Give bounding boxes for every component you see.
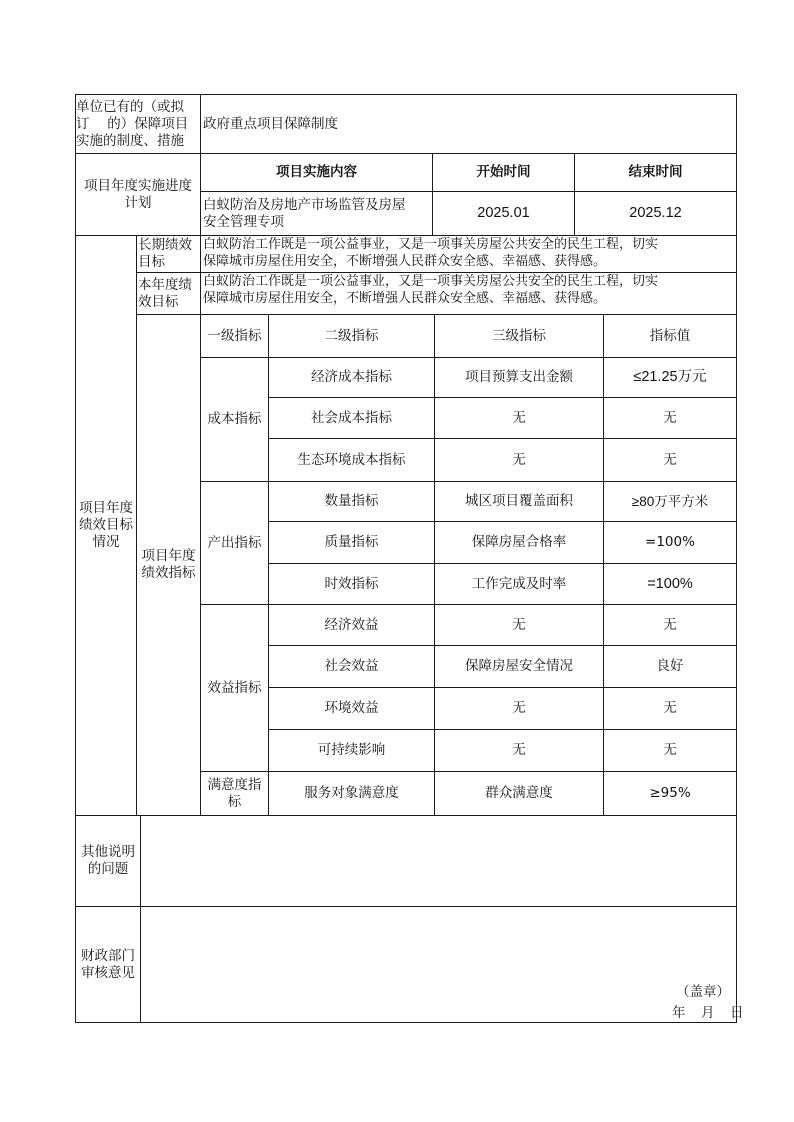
indicator-value: ≥80万平方米 xyxy=(631,494,709,509)
finance-date: 年 月 日 xyxy=(672,1005,745,1021)
indicator-third: 无 xyxy=(512,409,526,426)
indicator-third: 城区项目覆盖面积 xyxy=(465,493,573,509)
rule xyxy=(736,94,737,1023)
measures-label-line: 实施的制度、措施 xyxy=(76,132,184,149)
indicator-value: ≤21.25万元 xyxy=(633,369,707,385)
annual-goal-line: 白蚁防治工作既是一项公益事业，又是一项事关房屋公共安全的民生工程，切实 xyxy=(203,274,659,289)
annual-goal-label-line: 效目标 xyxy=(138,293,179,310)
long-term-goal-line: 保障城市房屋住用安全，不断增强人民群众安全感、幸福感、获得感。 xyxy=(203,254,607,269)
indicator-value: =100% xyxy=(647,575,693,592)
indicator-second: 社会成本指标 xyxy=(311,409,392,426)
other-label-line: 其他说明 xyxy=(81,844,135,860)
annual-goal-label-line: 本年度绩 xyxy=(138,276,192,293)
rule xyxy=(140,815,141,1023)
header-value: 指标值 xyxy=(649,327,691,344)
indicator-value: =100% xyxy=(645,534,695,550)
schedule-content-line: 安全管理专项 xyxy=(203,213,284,230)
long-term-goal-line: 白蚁防治工作既是一项公益事业，又是一项事关房屋公共安全的民生工程，切实 xyxy=(203,237,659,252)
indicator-second: 时效指标 xyxy=(324,575,379,592)
group-satisfaction-label-line: 标 xyxy=(227,793,242,810)
indicator-second: 数量指标 xyxy=(324,493,379,509)
schedule-label xyxy=(76,154,200,235)
indicator-second: 环境效益 xyxy=(324,700,379,716)
indicator-second: 经济成本指标 xyxy=(311,369,392,385)
group-cost-label: 成本指标 xyxy=(207,411,262,427)
indicator-third: 无 xyxy=(512,700,526,716)
indicator-third: 工作完成及时率 xyxy=(471,575,567,592)
indicator-label xyxy=(137,315,200,815)
indicator-value: 良好 xyxy=(656,658,684,674)
performance-label-line: 项目年度 xyxy=(79,500,133,516)
indicator-third: 无 xyxy=(512,451,526,468)
performance-label xyxy=(76,236,136,815)
indicator-second: 可持续影响 xyxy=(317,742,386,758)
indicator-third: 保障房屋合格率 xyxy=(471,534,567,550)
long-term-label-line: 长期绩效 xyxy=(138,237,192,253)
indicator-third: 保障房屋安全情况 xyxy=(465,658,573,674)
performance-label-line: 情况 xyxy=(92,534,120,550)
indicator-value: 无 xyxy=(663,409,677,426)
measures-value: 政府重点项目保障制度 xyxy=(203,115,338,132)
finance-seal-note: （盖章） xyxy=(676,984,730,1000)
long-term-label xyxy=(137,236,201,272)
indicator-third: 无 xyxy=(512,616,526,633)
annual-goal-label xyxy=(137,273,201,314)
schedule-header-end: 结束时间 xyxy=(628,164,683,180)
schedule-start: 2025.01 xyxy=(477,205,530,221)
header-level-3: 三级指标 xyxy=(492,327,546,344)
indicator-second: 服务对象满意度 xyxy=(304,785,399,801)
schedule-label-line: 项目年度实施进度 xyxy=(84,177,192,194)
annual-goal-line: 保障城市房屋住用安全，不断增强人民群众安全感、幸福感、获得感。 xyxy=(203,291,607,306)
measures-label-line: 单位已有的（或拟 xyxy=(76,98,184,115)
schedule-label-line: 计划 xyxy=(124,194,152,211)
indicator-value: 无 xyxy=(663,451,677,468)
indicator-second: 经济效益 xyxy=(324,616,379,633)
long-term-label-line: 目标 xyxy=(138,254,165,270)
indicator-third: 项目预算支出金额 xyxy=(465,369,573,385)
indicator-second: 社会效益 xyxy=(324,658,379,674)
annual-goal xyxy=(203,273,736,314)
rule xyxy=(75,1022,737,1023)
finance-label xyxy=(76,907,140,1022)
other-label-line: 的问题 xyxy=(87,861,129,877)
indicator-value: 无 xyxy=(663,616,677,633)
indicator-label-line: 绩效指标 xyxy=(141,565,196,581)
performance-label-line: 绩效目标 xyxy=(79,517,133,533)
schedule-header-start: 开始时间 xyxy=(476,164,531,180)
group-benefit-label: 效益指标 xyxy=(207,679,262,696)
indicator-value: ≥95% xyxy=(649,785,691,801)
indicator-second: 生态环境成本指标 xyxy=(297,451,406,468)
indicator-label-line: 项目年度 xyxy=(141,548,196,564)
group-satisfaction-label-line: 满意度指 xyxy=(207,776,262,793)
indicator-value: 无 xyxy=(663,742,677,758)
indicator-third: 无 xyxy=(512,742,526,758)
group-satisfaction-label xyxy=(201,772,268,815)
header-level-1: 一级指标 xyxy=(207,327,262,344)
finance-label-line: 财政部门 xyxy=(81,947,135,964)
schedule-content xyxy=(203,192,432,235)
measures-label-line: 订 的）保障项目 xyxy=(76,115,189,132)
indicator-third: 群众满意度 xyxy=(485,785,553,801)
finance-label-line: 审核意见 xyxy=(81,964,135,981)
other-label xyxy=(76,816,140,906)
other-value xyxy=(143,816,733,906)
header-level-2: 二级指标 xyxy=(324,327,379,344)
schedule-end: 2025.12 xyxy=(629,205,682,221)
group-output-label: 产出指标 xyxy=(207,534,262,551)
rule xyxy=(75,906,737,907)
long-term-goal xyxy=(203,236,736,272)
measures-label xyxy=(76,95,200,153)
indicator-second: 质量指标 xyxy=(324,534,379,550)
schedule-header-content: 项目实施内容 xyxy=(276,164,357,180)
schedule-content-line: 白蚁防治及房地产市场监管及房屋 xyxy=(203,196,406,213)
indicator-value: 无 xyxy=(663,700,677,716)
